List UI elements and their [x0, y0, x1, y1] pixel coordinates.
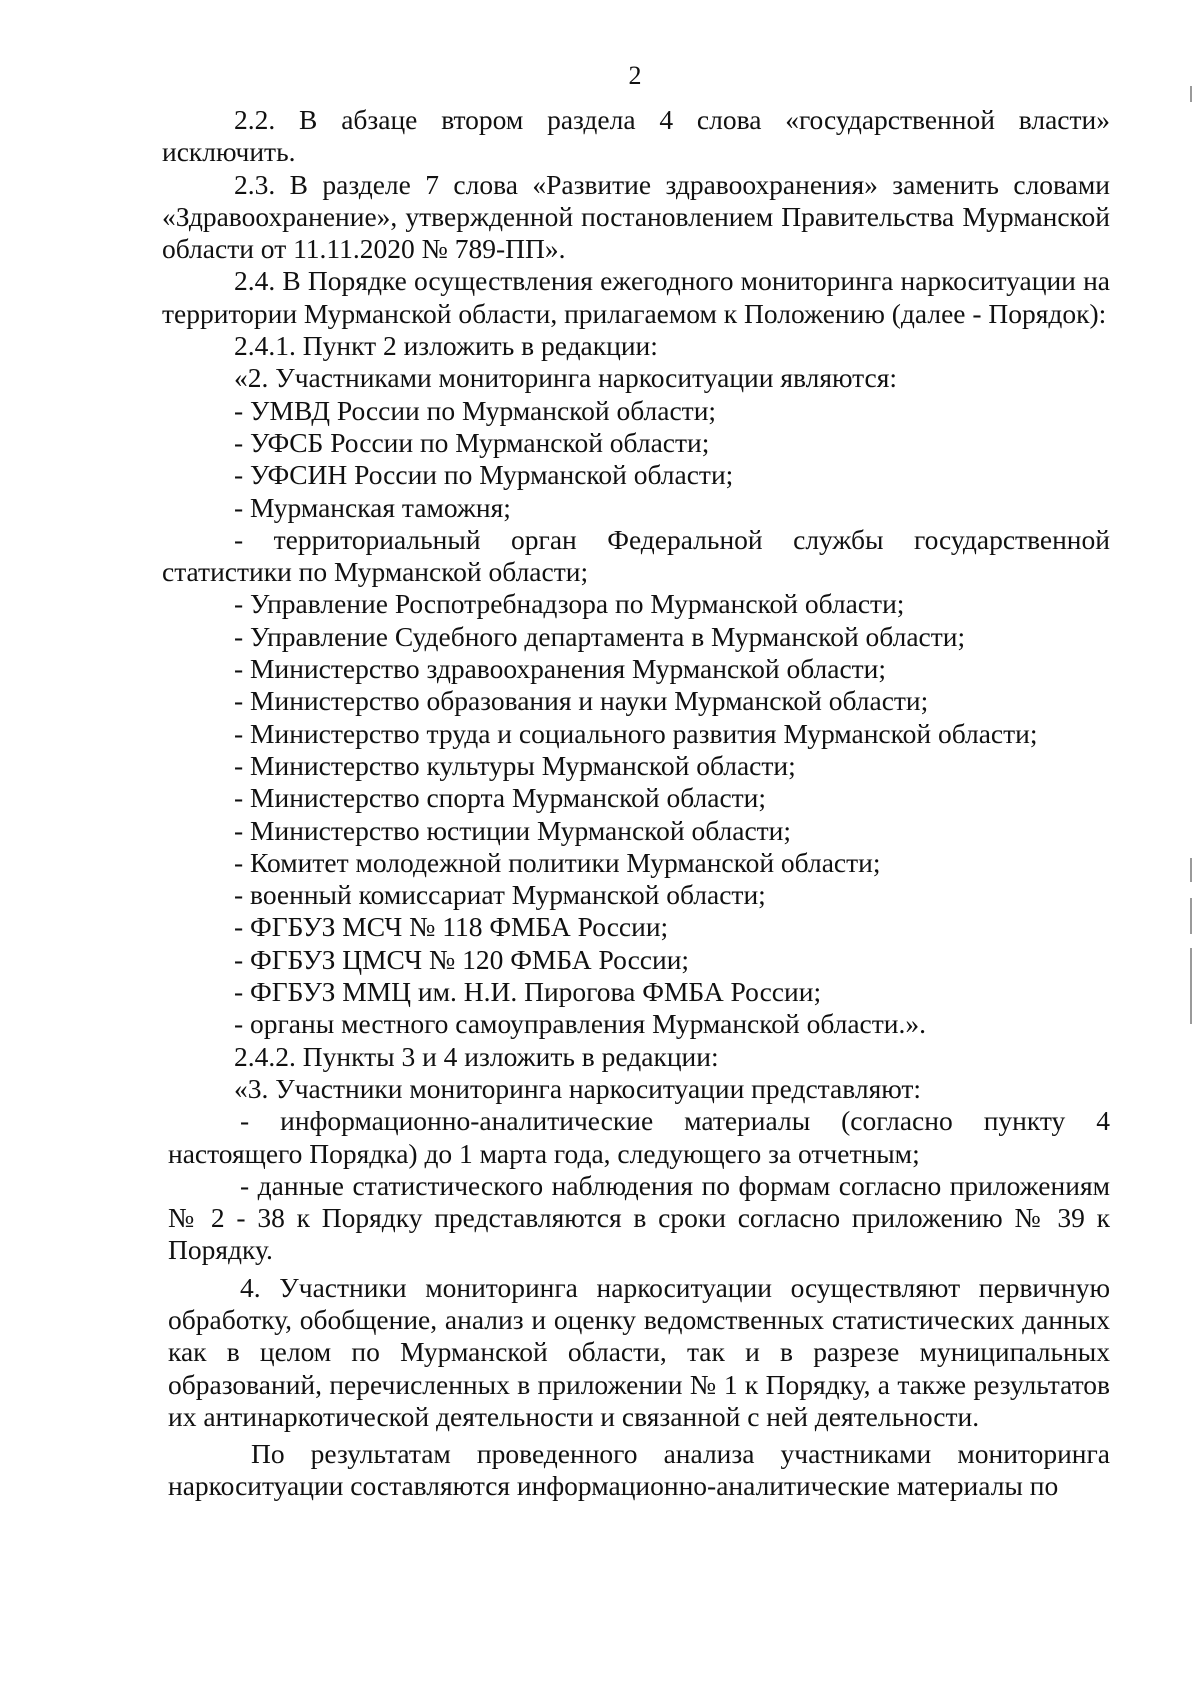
list-item: - Министерство культуры Мурманской области; [234, 749, 796, 781]
scan-edge-mark [1190, 898, 1192, 934]
list-item: - Мурманская таможня; [234, 491, 511, 523]
list-item: - территориальный орган Федеральной службы государственной статистики по Мурманской области; [162, 523, 1110, 588]
paragraph: 4. Участники мониторинга наркоситуации осуществляют первичную обработку, обобщение, анализ и оценку ведомственных статистических данных как в целом по Мурманской области, так и в разрезе муниципальных образований, перечисленных в приложении № 1 к Порядку, а также результатов их антинаркотической деятельности и связанной с ней деятельности. [168, 1271, 1110, 1432]
list-item: - УФСИН России по Мурманской области; [234, 459, 734, 491]
paragraph: 2.4.1. Пункт 2 изложить в редакции: [234, 330, 658, 362]
list-item: - ФГБУЗ ММЦ им. Н.И. Пирогова ФМБА России; [234, 976, 822, 1008]
paragraph: «3. Участники мониторинга наркоситуации представляют: [234, 1072, 922, 1104]
list-item: - информационно-аналитические материалы (согласно пункту 4 настоящего Порядка) до 1 марта года, следующего за отчетным; [168, 1105, 1110, 1169]
scan-edge-mark [1190, 858, 1192, 882]
paragraph: 2.4.2. Пункты 3 и 4 изложить в редакции: [234, 1040, 719, 1072]
list-item: - ФГБУЗ ЦМСЧ № 120 ФМБА России; [234, 943, 690, 975]
list-item: - Министерство спорта Мурманской области; [234, 782, 767, 814]
scan-edge-mark [1190, 948, 1192, 1024]
list-item: - органы местного самоуправления Мурманской области.». [234, 1008, 926, 1040]
scan-edge-mark [1190, 86, 1192, 102]
paragraph: 2.3. В разделе 7 слова «Развитие здравоохранения» заменить словами «Здравоохранение», утвержденной постановлением Правительства Мурманской области от 11.11.2020 № 789-ПП». [162, 168, 1110, 265]
paragraph: 2.2. В абзаце втором раздела 4 слова «государственной власти» исключить. [162, 104, 1110, 168]
list-item: - Министерство образования и науки Мурманской области; [234, 685, 929, 717]
list-item: - Управление Роспотребнадзора по Мурманской области; [234, 588, 905, 620]
paragraph: По результатам проведенного анализа участниками мониторинга наркоситуации составляются информационно-аналитические материалы по [168, 1438, 1110, 1502]
list-item: - Министерство юстиции Мурманской области; [234, 814, 792, 846]
paragraph: 2.4. В Порядке осуществления ежегодного мониторинга наркоситуации на территории Мурманской области, прилагаемом к Положению (далее - Порядок): [162, 265, 1110, 329]
list-item: - Комитет молодежной политики Мурманской области; [234, 846, 881, 878]
list-item: - УМВД России по Мурманской области; [234, 394, 717, 426]
page-number: 2 [628, 61, 642, 90]
list-item: - Управление Судебного департамента в Мурманской области; [234, 620, 966, 652]
list-item: - Министерство здравоохранения Мурманской области; [234, 653, 887, 685]
paragraph: «2. Участниками мониторинга наркоситуации являются: [234, 362, 898, 394]
list-item: - УФСБ России по Мурманской области; [234, 426, 710, 458]
list-item: - ФГБУЗ МСЧ № 118 ФМБА России; [234, 911, 669, 943]
document-body [162, 104, 1110, 1503]
list-item: - данные статистического наблюдения по формам согласно приложениям № 2 - 38 к Порядку представляются в сроки согласно приложению № 39 к Порядку. [168, 1169, 1110, 1266]
list-item: - Министерство труда и социального развития Мурманской области; [234, 717, 1038, 749]
list-item: - военный комиссариат Мурманской области; [234, 879, 766, 911]
